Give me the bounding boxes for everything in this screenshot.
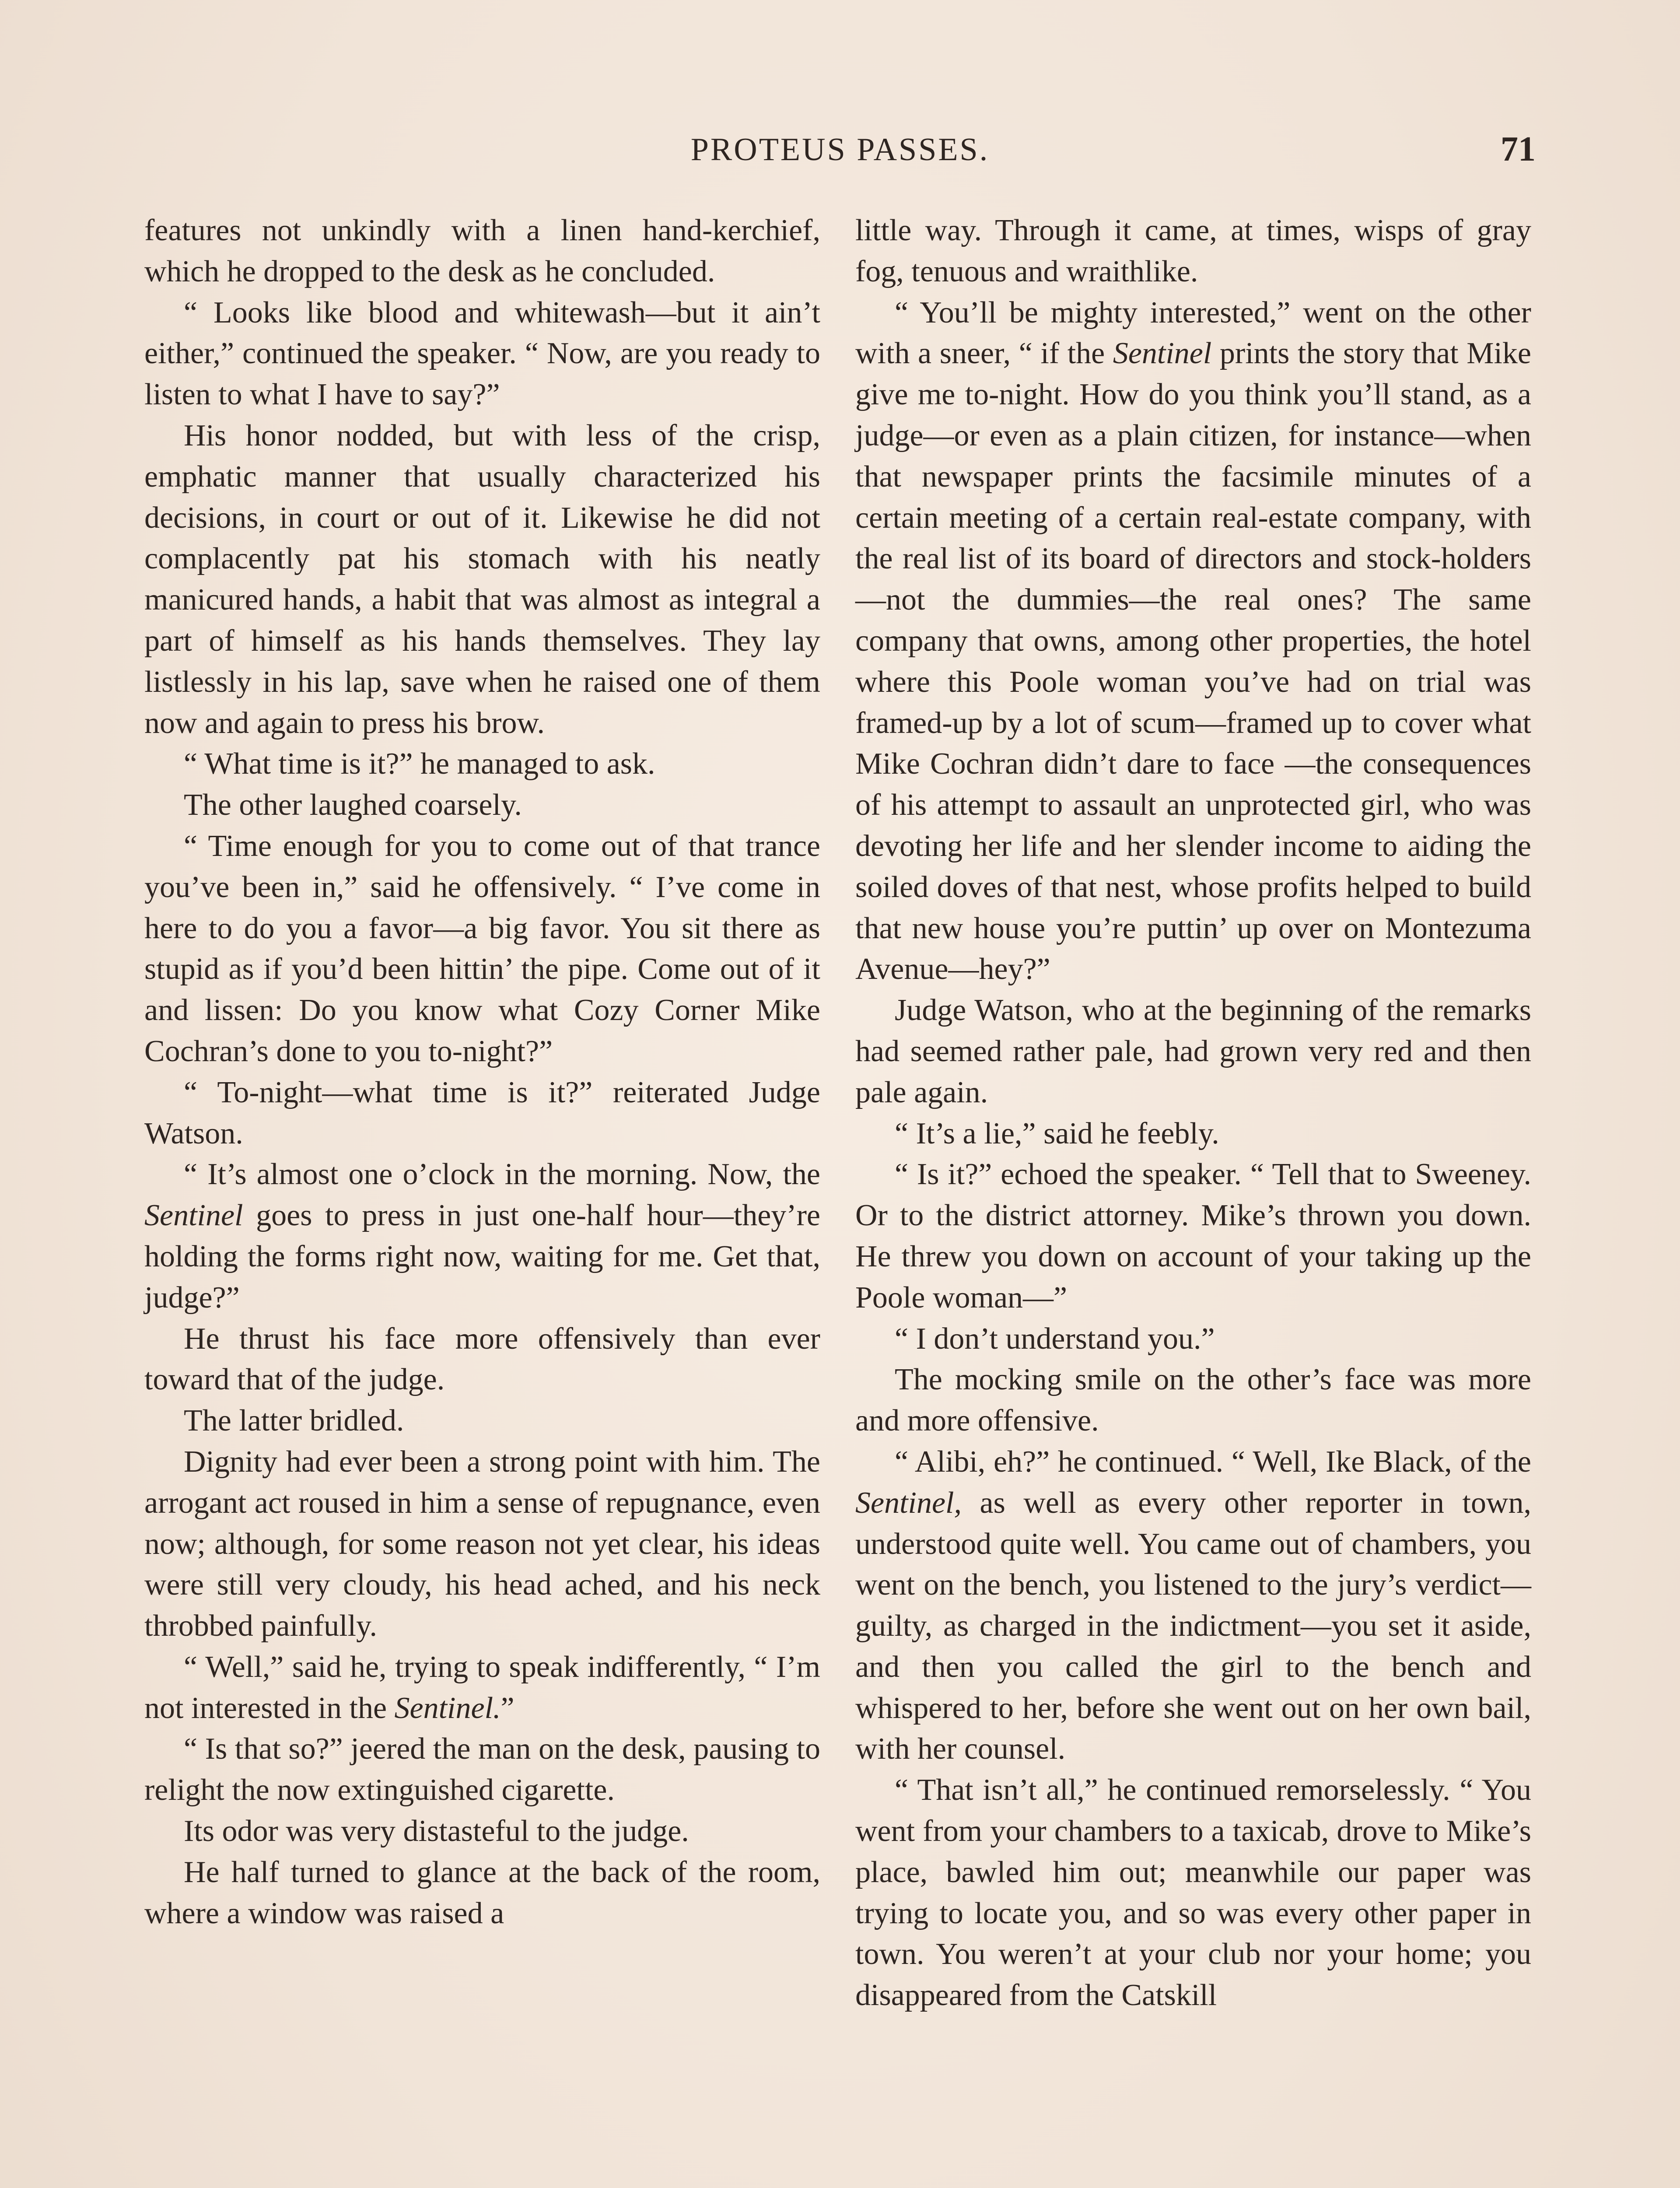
- paragraph: [144, 1072, 820, 1154]
- italic-text: Sentinel,: [855, 1486, 962, 1520]
- paragraph-text: as well as every other reporter in town, understood quite well. You came out of chambers, you went on the bench, you listened to the jury’s verdict—guilty, as charged in the indictment—you set it aside, and then you called the girl to the bench and whispered to her, before she went out on her own bail, with her counsel.: [855, 1486, 1531, 1766]
- paragraph-text: “ Looks like blood and whitewash—but it ain’t either,” continued the speaker. “ Now, are you ready to listen to what I have to say?”: [144, 295, 820, 412]
- paragraph-text: “ Alibi, eh?” he continued. “ Well, Ike Black, of the: [895, 1445, 1531, 1479]
- running-title: PROTEUS PASSES.: [690, 132, 990, 168]
- paragraph-text: prints the story that Mike give me to-night. How do you think you’ll stand, as a judge—or even as a plain citizen, for instance—when that newspaper prints the facsimile minutes of a certain meeting of a certain real-estate company, with the real list of its board of directors and stock-holders—not the dummies—the real ones? The same company that owns, among other properties, the hotel where this Poole woman you’ve had on trial was framed-up by a lot of scum—framed up to cover what Mike Cochran didn’t dare to face —the consequences of his attempt to assault an unprotected girl, who was devoting her life and her slender income to aiding the soiled doves of that nest, whose profits helped to build that new house you’re puttin’ up over on Montezuma Avenue—hey?”: [855, 337, 1531, 986]
- paragraph: [144, 1154, 820, 1318]
- right-column: [855, 210, 1531, 2016]
- paragraph: [144, 826, 820, 1072]
- paragraph: [855, 1441, 1531, 1770]
- paragraph: [144, 415, 820, 743]
- paragraph-text: Judge Watson, who at the beginning of the remarks had seemed rather pale, had grown very red and then pale again.: [855, 993, 1531, 1109]
- paragraph-text: The mocking smile on the other’s face was more and more offensive.: [855, 1363, 1531, 1438]
- paragraph-text: “ That isn’t all,” he continued remorselessly. “ You went from your chambers to a taxicab, drove to Mike’s place, bawled him out; meanwhile our paper was trying to locate you, and so was every other paper in town. You weren’t at your club nor your home; you disappeared from the Catskill: [855, 1773, 1531, 2013]
- paragraph: [855, 210, 1531, 292]
- paragraph: [144, 1852, 820, 1934]
- paragraph-text: “ Is that so?” jeered the man on the desk, pausing to relight the now extinguished cigarette.: [144, 1732, 820, 1807]
- paragraph-text: features not unkindly with a linen hand-kerchief, which he dropped to the desk as he concluded.: [144, 214, 820, 288]
- paragraph-text: The other laughed coarsely.: [184, 788, 522, 822]
- paragraph: [855, 1770, 1531, 2016]
- paragraph: [855, 1154, 1531, 1318]
- paragraph: [144, 1318, 820, 1401]
- paragraph-text: little way. Through it came, at times, wisps of gray fog, tenuous and wraithlike.: [855, 214, 1531, 288]
- paragraph-text: His honor nodded, but with less of the crisp, emphatic manner that usually characterized his decisions, in court or out of it. Likewise he did not complacently pat his stomach with his neatly manicured hands, a habit that was almost as integral a part of himself as his hands themselves. They lay listlessly in his lap, save when he raised one of them now and again to press his brow.: [144, 418, 820, 740]
- paragraph: [144, 743, 820, 785]
- paragraph-text: Dignity had ever been a strong point with him. The arrogant act roused in him a sense of repugnance, even now; although, for some reason not yet clear, his ideas were still very cloudy, his head ached, and his neck throbbed painfully.: [144, 1445, 820, 1643]
- paragraph: [855, 990, 1531, 1113]
- paragraph: [144, 1441, 820, 1647]
- paragraph-text: “ I don’t understand you.”: [895, 1322, 1215, 1356]
- paragraph: [144, 785, 820, 826]
- paragraph-text: Its odor was very distasteful to the judge.: [184, 1814, 689, 1848]
- page-number: 71: [1501, 130, 1536, 168]
- italic-text: Sentinel: [1113, 337, 1212, 371]
- paragraph: [144, 1400, 820, 1441]
- paragraph: [144, 1647, 820, 1729]
- paragraph-text: goes to press in just one-half hour—they’re holding the forms right now, waiting for me. Get that, judge?”: [144, 1199, 820, 1315]
- paragraph: [144, 210, 820, 292]
- paragraph-text: “ It’s almost one o’clock in the morning. Now, the: [184, 1157, 820, 1192]
- paragraph-text: “ You’ll be mighty interested,” went on the other with a sneer, “ if the: [855, 295, 1531, 371]
- paragraph: [144, 1811, 820, 1852]
- paragraph: [855, 1113, 1531, 1154]
- paragraph-text: He thrust his face more offensively than ever toward that of the judge.: [144, 1322, 820, 1397]
- page-header: [144, 127, 1536, 184]
- paragraph: [855, 1359, 1531, 1441]
- paragraph-text: “ It’s a lie,” said he feebly.: [895, 1116, 1219, 1150]
- paragraph: [144, 292, 820, 415]
- paragraph-text: “ What time is it?” he managed to ask.: [184, 747, 655, 781]
- paragraph-text: “ Is it?” echoed the speaker. “ Tell that to Sweeney. Or to the district attorney. Mike’s thrown you down. He threw you down on account of your taking up the Poole woman—”: [855, 1157, 1531, 1315]
- paragraph: [855, 1318, 1531, 1360]
- left-column: [144, 210, 820, 1934]
- paragraph: [855, 292, 1531, 990]
- paragraph-text: ”: [500, 1691, 514, 1725]
- paragraph-text: He half turned to glance at the back of the room, where a window was raised a: [144, 1855, 820, 1930]
- paragraph-text: “ Well,” said he, trying to speak indifferently, “ I’m not interested in the: [144, 1650, 820, 1725]
- italic-text: Sentinel.: [394, 1691, 501, 1725]
- paragraph-text: The latter bridled.: [184, 1404, 404, 1438]
- paragraph-text: “ To-night—what time is it?” reiterated Judge Watson.: [144, 1075, 820, 1150]
- italic-text: Sentinel: [144, 1199, 243, 1233]
- paragraph: [144, 1729, 820, 1811]
- paragraph-text: “ Time enough for you to come out of that trance you’ve been in,” said he offensively. “ I’ve come in here to do you a favor—a big favor. You sit there as stupid as if you’d been hittin’ the pipe. Come out of it and lissen: Do you know what Cozy Corner Mike Cochran’s done to you to-night?”: [144, 829, 820, 1068]
